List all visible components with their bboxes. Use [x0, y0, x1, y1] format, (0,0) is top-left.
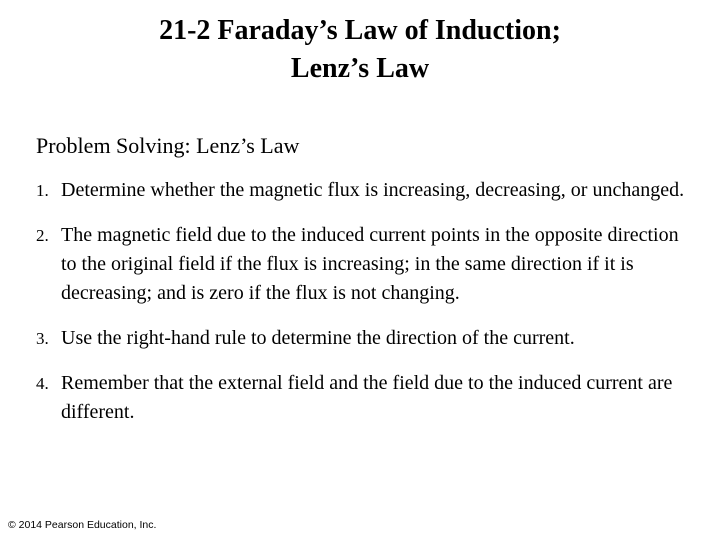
list-item — [36, 369, 696, 427]
copyright-footer: © 2014 Pearson Education, Inc. — [8, 519, 157, 531]
title-line-1: 21-2 Faraday’s Law of Induction; — [159, 15, 561, 46]
step-number: 1. — [36, 181, 49, 200]
step-text: Remember that the external field and the field due to the induced current are different. — [61, 372, 673, 423]
steps-list — [36, 176, 696, 443]
step-number: 4. — [36, 374, 49, 393]
step-text: The magnetic field due to the induced current points in the opposite direction to the original field if the flux is increasing; in the same direction if it is decreasing; and is zero if the flux is not changing. — [61, 224, 679, 304]
section-heading: Problem Solving: Lenz’s Law — [36, 133, 300, 158]
step-number: 2. — [36, 226, 49, 245]
list-item — [36, 176, 696, 205]
title-line-2: Lenz’s Law — [290, 53, 430, 84]
step-text: Use the right-hand rule to determine the direction of the current. — [61, 327, 575, 349]
step-number: 3. — [36, 329, 49, 348]
list-item — [36, 221, 696, 308]
page-title — [0, 12, 720, 88]
step-text: Determine whether the magnetic flux is increasing, decreasing, or unchanged. — [61, 179, 685, 201]
list-item — [36, 324, 696, 353]
